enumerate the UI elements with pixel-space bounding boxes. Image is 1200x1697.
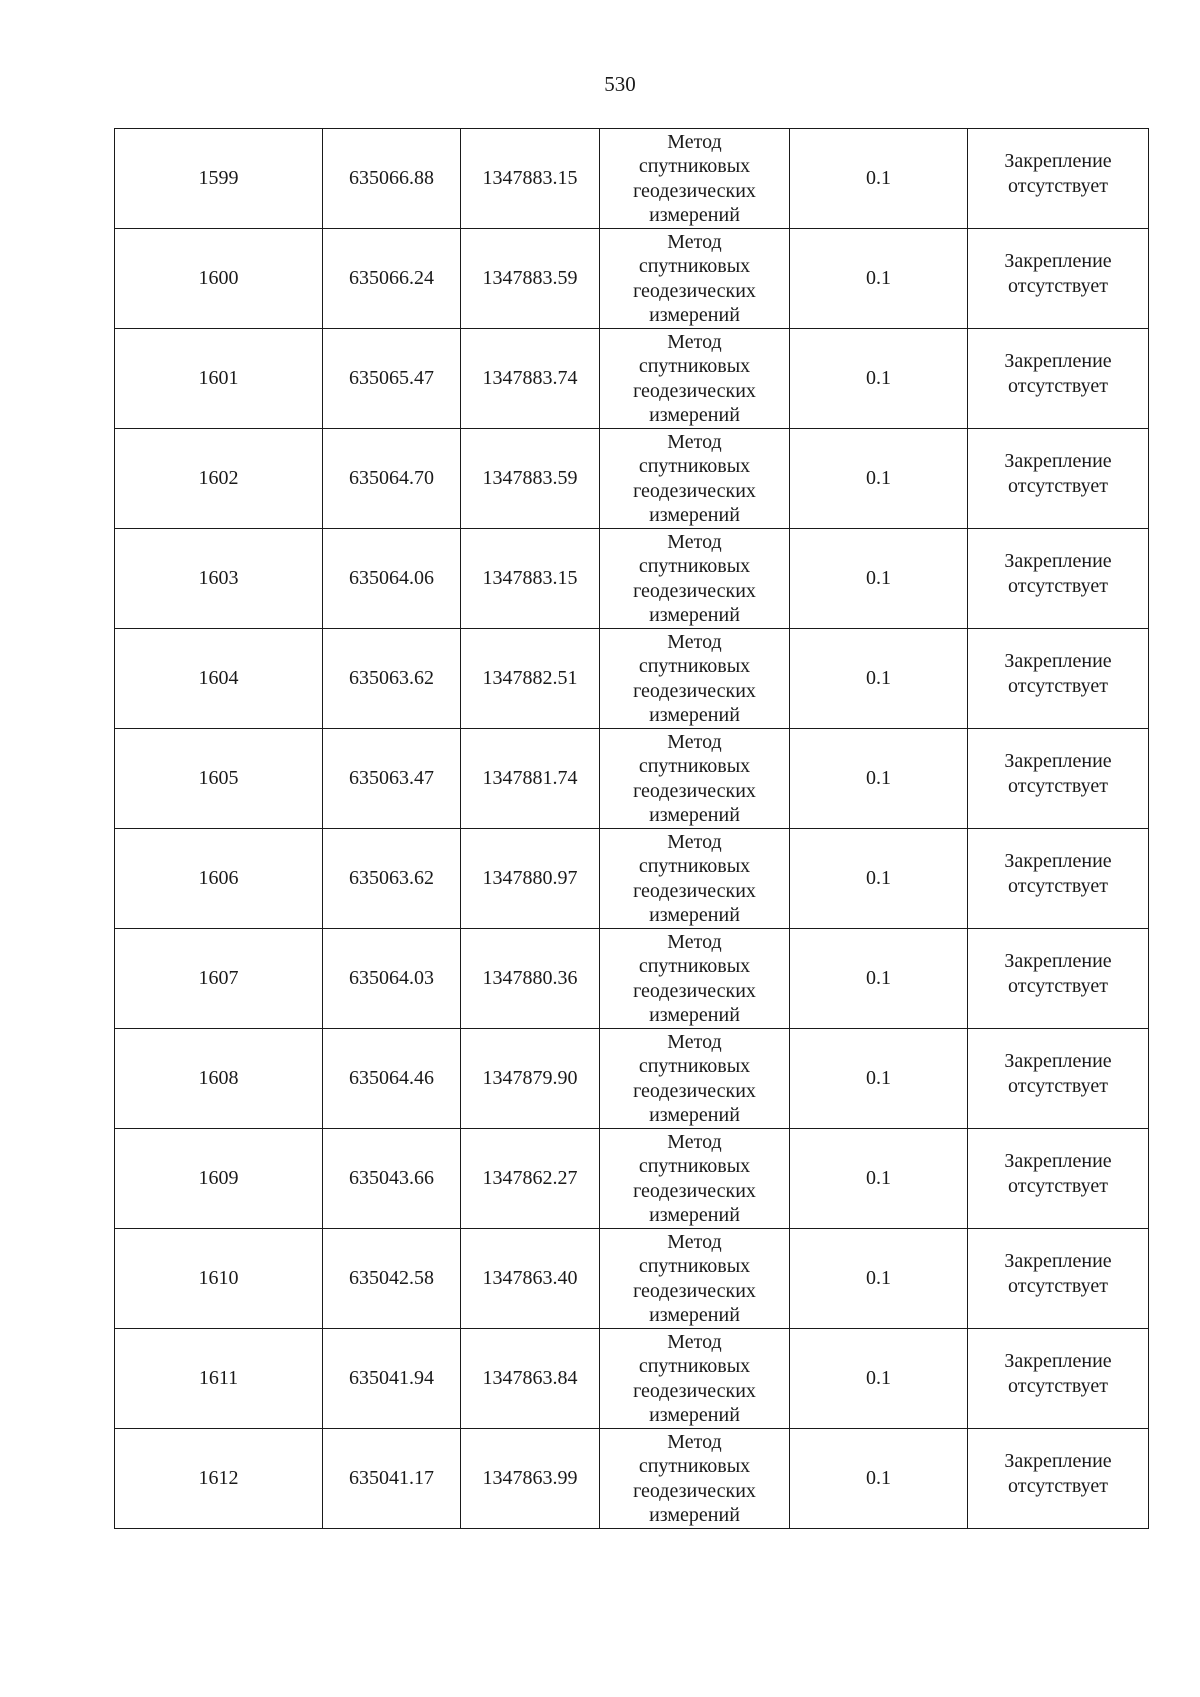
point-number-cell: 1608: [115, 1029, 323, 1129]
fixing-line: Закрепление: [1004, 950, 1112, 972]
method-line: спутниковых: [638, 1155, 751, 1177]
method-line: спутниковых: [638, 655, 751, 677]
coordinate-y-cell: 1347863.84: [461, 1329, 600, 1429]
accuracy-cell: 0.1: [790, 329, 968, 429]
method-line: Метод: [667, 630, 722, 653]
method-line: измерений: [649, 504, 740, 526]
fixing-line: Закрепление: [1004, 1250, 1112, 1272]
method-line: измерений: [649, 1104, 740, 1126]
method-line: геодезических: [633, 179, 756, 202]
method-line: Метод: [667, 930, 722, 953]
fixing-line: Закрепление: [1004, 150, 1112, 172]
fixing-cell: [968, 1029, 1149, 1129]
method-line: геодезических: [633, 679, 756, 702]
method-line: геодезических: [633, 979, 756, 1002]
accuracy-cell: 0.1: [790, 1029, 968, 1129]
fixing-line: отсутствует: [1007, 1074, 1109, 1097]
coordinate-x-cell: 635041.17: [323, 1429, 461, 1529]
fixing-cell: [968, 1229, 1149, 1329]
fixing-line: отсутствует: [1007, 174, 1109, 197]
method-line: измерений: [649, 704, 740, 726]
point-number-cell: 1606: [115, 829, 323, 929]
accuracy-cell: 0.1: [790, 829, 968, 929]
method-cell: [600, 429, 790, 529]
method-line: Метод: [667, 1230, 722, 1253]
table-row: [115, 1329, 1149, 1429]
coordinate-y-cell: 1347863.99: [461, 1429, 600, 1529]
point-number-cell: 1605: [115, 729, 323, 829]
point-number-cell: 1603: [115, 529, 323, 629]
coordinate-y-cell: 1347863.40: [461, 1229, 600, 1329]
method-line: геодезических: [633, 1079, 756, 1102]
fixing-cell: [968, 429, 1149, 529]
method-line: геодезических: [633, 879, 756, 902]
accuracy-cell: 0.1: [790, 1329, 968, 1429]
table-row: [115, 229, 1149, 329]
method-line: геодезических: [633, 1379, 756, 1402]
coordinate-x-cell: 635063.62: [323, 629, 461, 729]
table-row: [115, 1029, 1149, 1129]
method-line: геодезических: [633, 279, 756, 302]
method-cell: [600, 1129, 790, 1229]
table-row: [115, 1229, 1149, 1329]
table-row: [115, 529, 1149, 629]
method-cell: [600, 529, 790, 629]
coordinate-y-cell: 1347883.15: [461, 129, 600, 229]
point-number-cell: 1604: [115, 629, 323, 729]
method-line: измерений: [649, 204, 740, 226]
accuracy-cell: 0.1: [790, 429, 968, 529]
coordinate-y-cell: 1347879.90: [461, 1029, 600, 1129]
method-line: спутниковых: [638, 855, 751, 877]
accuracy-cell: 0.1: [790, 129, 968, 229]
method-line: спутниковых: [638, 1255, 751, 1277]
fixing-line: отсутствует: [1007, 874, 1109, 897]
fixing-cell: [968, 329, 1149, 429]
method-line: Метод: [667, 230, 722, 253]
fixing-cell: [968, 829, 1149, 929]
method-line: Метод: [667, 530, 722, 553]
fixing-line: Закрепление: [1004, 550, 1112, 572]
table-row: [115, 329, 1149, 429]
accuracy-cell: 0.1: [790, 629, 968, 729]
fixing-cell: [968, 129, 1149, 229]
method-line: спутниковых: [638, 755, 751, 777]
fixing-line: отсутствует: [1007, 474, 1109, 497]
method-line: геодезических: [633, 1179, 756, 1202]
fixing-cell: [968, 229, 1149, 329]
method-line: измерений: [649, 304, 740, 326]
method-cell: [600, 629, 790, 729]
fixing-cell: [968, 729, 1149, 829]
coordinate-x-cell: 635042.58: [323, 1229, 461, 1329]
fixing-line: отсутствует: [1007, 1474, 1109, 1497]
method-line: измерений: [649, 904, 740, 926]
fixing-line: отсутствует: [1007, 774, 1109, 797]
method-line: спутниковых: [638, 1055, 751, 1077]
point-number-cell: 1609: [115, 1129, 323, 1229]
coordinate-x-cell: 635066.88: [323, 129, 461, 229]
fixing-line: отсутствует: [1007, 1174, 1109, 1197]
fixing-line: Закрепление: [1004, 750, 1112, 772]
fixing-cell: [968, 1129, 1149, 1229]
method-line: измерений: [649, 1204, 740, 1226]
method-cell: [600, 329, 790, 429]
coordinate-x-cell: 635063.47: [323, 729, 461, 829]
point-number-cell: 1602: [115, 429, 323, 529]
coordinate-x-cell: 635066.24: [323, 229, 461, 329]
point-number-cell: 1611: [115, 1329, 323, 1429]
method-line: геодезических: [633, 1479, 756, 1502]
table-row: [115, 729, 1149, 829]
method-cell: [600, 729, 790, 829]
method-line: Метод: [667, 830, 722, 853]
method-line: измерений: [649, 1004, 740, 1026]
method-line: спутниковых: [638, 155, 751, 177]
coordinate-y-cell: 1347882.51: [461, 629, 600, 729]
table-row: [115, 129, 1149, 229]
fixing-line: Закрепление: [1004, 1150, 1112, 1172]
coordinate-y-cell: 1347883.59: [461, 429, 600, 529]
coordinate-x-cell: 635064.03: [323, 929, 461, 1029]
method-line: спутниковых: [638, 355, 751, 377]
method-line: спутниковых: [638, 955, 751, 977]
coordinate-y-cell: 1347862.27: [461, 1129, 600, 1229]
coordinate-x-cell: 635041.94: [323, 1329, 461, 1429]
method-line: измерений: [649, 804, 740, 826]
fixing-line: Закрепление: [1004, 250, 1112, 272]
coordinate-y-cell: 1347883.74: [461, 329, 600, 429]
method-line: измерений: [649, 1504, 740, 1526]
table-row: [115, 1429, 1149, 1529]
table-row: [115, 429, 1149, 529]
table-row: [115, 929, 1149, 1029]
method-line: геодезических: [633, 379, 756, 402]
point-number-cell: 1601: [115, 329, 323, 429]
coordinate-x-cell: 635063.62: [323, 829, 461, 929]
accuracy-cell: 0.1: [790, 229, 968, 329]
accuracy-cell: 0.1: [790, 529, 968, 629]
table-row: [115, 829, 1149, 929]
point-number-cell: 1612: [115, 1429, 323, 1529]
method-cell: [600, 129, 790, 229]
coordinate-x-cell: 635064.46: [323, 1029, 461, 1129]
method-line: измерений: [649, 1404, 740, 1426]
coordinates-table: [114, 128, 1149, 1529]
method-cell: [600, 1029, 790, 1129]
fixing-cell: [968, 1429, 1149, 1529]
fixing-line: Закрепление: [1004, 1350, 1112, 1372]
coordinate-x-cell: 635043.66: [323, 1129, 461, 1229]
method-line: спутниковых: [638, 1355, 751, 1377]
method-line: спутниковых: [638, 1455, 751, 1477]
point-number-cell: 1610: [115, 1229, 323, 1329]
coordinate-x-cell: 635065.47: [323, 329, 461, 429]
page-number: 530: [604, 72, 636, 96]
method-line: Метод: [667, 430, 722, 453]
accuracy-cell: 0.1: [790, 929, 968, 1029]
method-line: измерений: [649, 604, 740, 626]
fixing-line: отсутствует: [1007, 274, 1109, 297]
point-number-cell: 1607: [115, 929, 323, 1029]
fixing-cell: [968, 929, 1149, 1029]
coordinate-x-cell: 635064.70: [323, 429, 461, 529]
coordinate-y-cell: 1347883.59: [461, 229, 600, 329]
method-line: Метод: [667, 130, 722, 153]
method-line: измерений: [649, 404, 740, 426]
fixing-cell: [968, 529, 1149, 629]
coordinate-y-cell: 1347880.97: [461, 829, 600, 929]
method-line: Метод: [667, 1330, 722, 1353]
method-line: Метод: [667, 1030, 722, 1053]
fixing-cell: [968, 1329, 1149, 1429]
accuracy-cell: 0.1: [790, 729, 968, 829]
method-line: геодезических: [633, 779, 756, 802]
method-cell: [600, 1429, 790, 1529]
table-row: [115, 629, 1149, 729]
point-number-cell: 1599: [115, 129, 323, 229]
fixing-cell: [968, 629, 1149, 729]
fixing-line: Закрепление: [1004, 350, 1112, 372]
accuracy-cell: 0.1: [790, 1429, 968, 1529]
fixing-line: отсутствует: [1007, 374, 1109, 397]
method-line: Метод: [667, 730, 722, 753]
method-cell: [600, 229, 790, 329]
coordinate-y-cell: 1347881.74: [461, 729, 600, 829]
accuracy-cell: 0.1: [790, 1129, 968, 1229]
method-line: измерений: [649, 1304, 740, 1326]
fixing-line: отсутствует: [1007, 674, 1109, 697]
fixing-line: Закрепление: [1004, 850, 1112, 872]
method-line: Метод: [667, 330, 722, 353]
coordinate-x-cell: 635064.06: [323, 529, 461, 629]
fixing-line: отсутствует: [1007, 1374, 1109, 1397]
method-cell: [600, 1229, 790, 1329]
method-line: спутниковых: [638, 555, 751, 577]
fixing-line: Закрепление: [1004, 1450, 1112, 1472]
fixing-line: Закрепление: [1004, 650, 1112, 672]
method-cell: [600, 929, 790, 1029]
method-cell: [600, 1329, 790, 1429]
fixing-line: отсутствует: [1007, 574, 1109, 597]
method-cell: [600, 829, 790, 929]
coordinates-table-body: [115, 129, 1149, 1529]
accuracy-cell: 0.1: [790, 1229, 968, 1329]
coordinate-y-cell: 1347883.15: [461, 529, 600, 629]
fixing-line: Закрепление: [1004, 450, 1112, 472]
table-row: [115, 1129, 1149, 1229]
coordinate-y-cell: 1347880.36: [461, 929, 600, 1029]
method-line: спутниковых: [638, 455, 751, 477]
method-line: Метод: [667, 1130, 722, 1153]
method-line: спутниковых: [638, 255, 751, 277]
fixing-line: отсутствует: [1007, 1274, 1109, 1297]
fixing-line: Закрепление: [1004, 1050, 1112, 1072]
point-number-cell: 1600: [115, 229, 323, 329]
method-line: геодезических: [633, 1279, 756, 1302]
method-line: Метод: [667, 1430, 722, 1453]
fixing-line: отсутствует: [1007, 974, 1109, 997]
method-line: геодезических: [633, 479, 756, 502]
method-line: геодезических: [633, 579, 756, 602]
